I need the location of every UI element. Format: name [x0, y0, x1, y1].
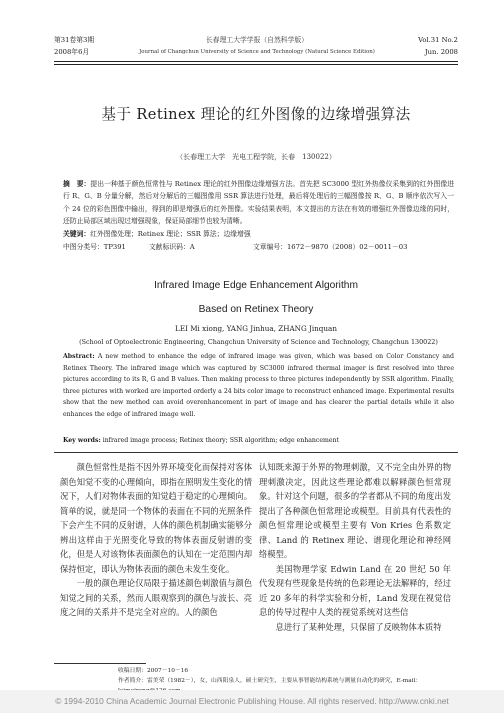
authors-en: LEI Mi xiong, YANG Jinhua, ZHANG Jinquan	[175, 324, 337, 333]
received-date: 收稿日期：2007－10－16	[118, 668, 189, 674]
abstract-cn	[63, 178, 454, 227]
body-paragraph: 美国物理学家 Edwin Land 在 20 世纪 50 年代发现有些现象是传统的色彩理论无法解释的，经过近 20 多年的科学实验和分析，Land 发现在视觉信息的传导过程中人类的视觉系统对这些信	[259, 563, 451, 617]
article-number: 文章编号：1672－9870（2008）02－0011－03	[253, 243, 408, 251]
keywords-text-cn: 红外图像处理；Retinex 理论；SSR 算法；边缘增强	[90, 230, 251, 238]
abstract-label-en: Abstract:	[63, 353, 95, 360]
abstract-text-en: A new method to enhance the edge of infrared image was given, which was based on Color Constancy and Retinex Theory. The infrared image which was captured by SC3000 infrared thermal imager is first resolved into three pictures according to its R, G and B values. Then making process to three pictures independently by SSR algorithm. Finally, three pictures with worked are imported orderly a 24 bits color image to reconstruct enhanced image. Experimental results show that the new method can avoid overenhancement in part of image and has clearer the partial details while it also enhances the edge of infrared image well.	[63, 353, 454, 418]
body-paragraph: 颜色恒常性是指不因外界环境变化而保持对客体颜色知觉不变的心理倾向，即指在照明发生变化的情况下，人们对物体表面的知觉趋于稳定的心理倾向。简单的说，就是同一个物体的表面在不同的光照条件下会产生不同的反射谱，人体的颜色机制确实能够分辨出这样由于光照变化导致的物体表面反射谱的变化，但是人对该物体表面颜色的认知在一定范围内却保持恒定，即认为物体表面的颜色未发生变化。	[60, 462, 252, 574]
copyright-bar: © 1994-2010 China Academic Journal Electronic Publishing House. All rights reserved. http://www.cnki.net	[0, 690, 504, 713]
abstract-label-cn: 摘 要：	[63, 180, 91, 188]
header-rule-thick	[54, 61, 458, 62]
journal-name-cn: 长春理工大学学报（自然科学版）	[206, 36, 308, 44]
section-divider	[54, 452, 458, 453]
issue-info-en	[388, 34, 458, 58]
footnote-rule	[54, 663, 146, 664]
date-cn: 2008年6月	[54, 48, 90, 56]
keywords-cn	[63, 228, 454, 240]
body-column-right	[259, 460, 451, 634]
title-en-line-2: Based on Retinex Theory	[198, 304, 314, 315]
journal-name	[132, 34, 382, 58]
keywords-en	[63, 435, 454, 447]
affiliation-en: (School of Optoelectronic Engineering, Changchun University of Science and Technology, Changchun 130022)	[79, 338, 438, 346]
body-paragraph: 认知既来源于外界的物理刺激，又不完全由外界的物理刺激决定，因此这些理论都难以解释颜色恒常现象。针对这个问题，很多的学者都从不同的角度出发提出了各种颜色恒常理论或模型。目前具有代表性的颜色恒常理论或模型主要有 Von Kries 色系数定律、Land 的 Retinex 理论、谱现化理论和神经网络模型。	[259, 462, 451, 559]
clc-number: 中图分类号：TP391	[63, 243, 126, 251]
abstract-text-cn: 提出一种基于颜色恒常性与 Retinex 理论的红外图像边缘增强方法。首先把 SC3000 型红外热像仪采集到的红外图像进行 R、G、B 分量分解，然后对分解后的三幅图像用 SSR 算法进行处理，最后将处理后的三幅图像按 R、G、B 顺序依次写入一个 24 位的彩色图像中输出，得到的即是增强后的红外图像。实验结果表明，本文提出的方法在有效的增强红外图像边缘的同时，还防止局部区域出现过增强现象，保证局部细节也较为清晰。	[63, 180, 455, 225]
body-paragraph: 息进行了某种处理，只保留了反映物体本质特	[275, 621, 442, 632]
paper-title-cn: 基于 Retinex 理论的红外图像的边缘增强算法	[101, 106, 411, 123]
journal-name-en: Journal of Changchun University of Science and Technology (Natural Science Edition)	[139, 49, 375, 55]
issue-info-cn	[54, 34, 94, 58]
paper-title-en	[54, 277, 458, 319]
abstract-en	[63, 351, 454, 421]
header-rule-thin	[54, 64, 458, 65]
title-en-line-1: Infrared Image Edge Enhancement Algorithm	[154, 280, 358, 291]
document-code: 文献标识码：A	[149, 243, 195, 251]
keywords-label-en: Key words:	[63, 437, 101, 444]
date-en: Jun. 2008	[424, 48, 458, 56]
affiliation-cn: （长春理工大学 光电工程学院，长春 130022）	[176, 153, 336, 161]
body-paragraph: 一般的颜色理论仅局限于描述颜色刺激值与颜色知觉之间的关系，然而人眼观察到的颜色与波长、亮度之间的关系并不是完全对应的。人的颜色	[60, 578, 252, 617]
volume-issue-cn: 第31卷第3期	[54, 36, 95, 44]
body-column-left	[60, 460, 252, 620]
volume-issue-en: Vol.31 No.2	[418, 36, 458, 44]
keywords-label-cn: 关键词：	[63, 230, 91, 238]
keywords-text-en: infrared image process; Retinex theory; SSR algorithm; edge enhancement	[102, 437, 340, 444]
author-bio: 作者简介：雷美荣（1982－），女，山西阳泉人，硕士研究生，主要从事智能结构系统与测量自动化的研究，E-mail：	[118, 678, 422, 684]
